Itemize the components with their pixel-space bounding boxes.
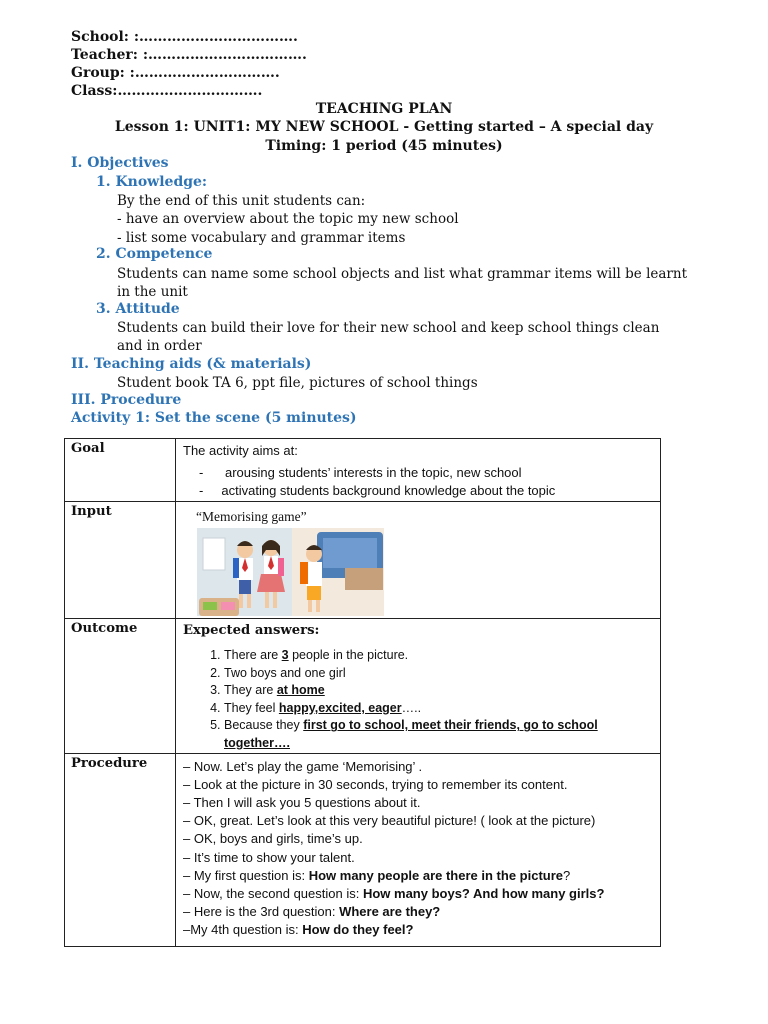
procedure-line: –My 4th question is: How do they feel? — [183, 922, 414, 938]
timing: Timing: 1 period (45 minutes) — [265, 138, 503, 154]
outcome-label: Outcome — [65, 619, 176, 754]
plan-title: TEACHING PLAN — [315, 101, 453, 117]
school-field: School: :……………………………. — [71, 29, 298, 45]
children-illustration — [197, 528, 384, 616]
procedure-line: – It’s time to show your talent. — [183, 849, 355, 865]
memorising-game-picture — [197, 528, 384, 616]
input-cell — [176, 502, 661, 619]
knowledge-heading: 1. Knowledge: — [96, 174, 208, 190]
goal-item: - activating students background knowledge about the topic — [199, 483, 556, 499]
list-item: 5. Because they first go to school, meet their friends, go to school together…. — [224, 717, 660, 752]
table-row — [65, 619, 661, 754]
procedure-line: – Now, the second question is: How many boys? And how many girls? — [183, 885, 605, 901]
teaching-aids-heading: II. Teaching aids (& materials) — [71, 356, 312, 372]
list-item: 4. They feel happy,excited, eager….. — [224, 700, 660, 718]
goal-item: - arousing students’ interests in the topic, new school — [199, 465, 522, 480]
goal-label: Goal — [65, 439, 176, 502]
competence-text: Students can name some school objects and list what grammar items will be learnt in the unit — [117, 266, 688, 300]
teacher-field: Teacher: :……………………………. — [71, 47, 307, 63]
outcome-intro: Expected answers: — [183, 623, 320, 638]
procedure-line: – My first question is: How many people are there in the picture? — [183, 867, 571, 883]
expected-answers-list — [176, 647, 660, 753]
procedure-line: – Now. Let’s play the game ‘Memorising’ . — [183, 758, 423, 774]
teaching-aids-text: Student book TA 6, ppt file, pictures of school things — [117, 375, 478, 391]
procedure-label: Procedure — [65, 753, 176, 946]
knowledge-item: - list some vocabulary and grammar items — [117, 230, 406, 246]
lesson-title: Lesson 1: UNIT1: MY NEW SCHOOL - Getting started – A special day — [114, 119, 654, 135]
procedure-line: – Then I will ask you 5 questions about it. — [183, 794, 421, 810]
procedure-line: – Look at the picture in 30 seconds, trying to remember its content. — [183, 776, 568, 792]
input-caption: “Memorising game” — [196, 509, 307, 524]
procedure-line: – Here is the 3rd question: Where are they? — [183, 904, 441, 920]
procedure-heading: III. Procedure — [71, 392, 182, 408]
procedure-line: – OK, great. Let’s look at this very beautiful picture! ( look at the picture) — [183, 813, 596, 829]
list-item: 3. They are at home — [224, 682, 660, 700]
activity-heading: Activity 1: Set the scene (5 minutes) — [71, 410, 357, 426]
input-label: Input — [65, 502, 176, 619]
goal-cell — [176, 439, 661, 502]
outcome-cell — [176, 619, 661, 754]
list-item: 1. There are 3 people in the picture. — [224, 647, 660, 665]
activity-table — [64, 438, 661, 947]
list-item: 2. Two boys and one girl — [224, 665, 660, 683]
procedure-cell — [176, 753, 661, 946]
table-row — [65, 753, 661, 946]
table-row — [65, 502, 661, 619]
competence-heading: 2. Competence — [96, 246, 213, 262]
knowledge-item: - have an overview about the topic my new school — [117, 211, 459, 227]
procedure-line: – OK, boys and girls, time’s up. — [183, 831, 363, 847]
group-field: Group: :…………………………. — [71, 65, 280, 81]
goal-intro: The activity aims at: — [183, 443, 298, 458]
procedure-lines — [176, 754, 660, 940]
table-row — [65, 439, 661, 502]
objectives-heading: I. Objectives — [71, 155, 169, 171]
knowledge-intro: By the end of this unit students can: — [117, 193, 366, 209]
class-field: Class:…………………………. — [71, 83, 263, 99]
attitude-text: Students can build their love for their new school and keep school things clean and in order — [117, 320, 660, 354]
attitude-heading: 3. Attitude — [96, 301, 180, 317]
